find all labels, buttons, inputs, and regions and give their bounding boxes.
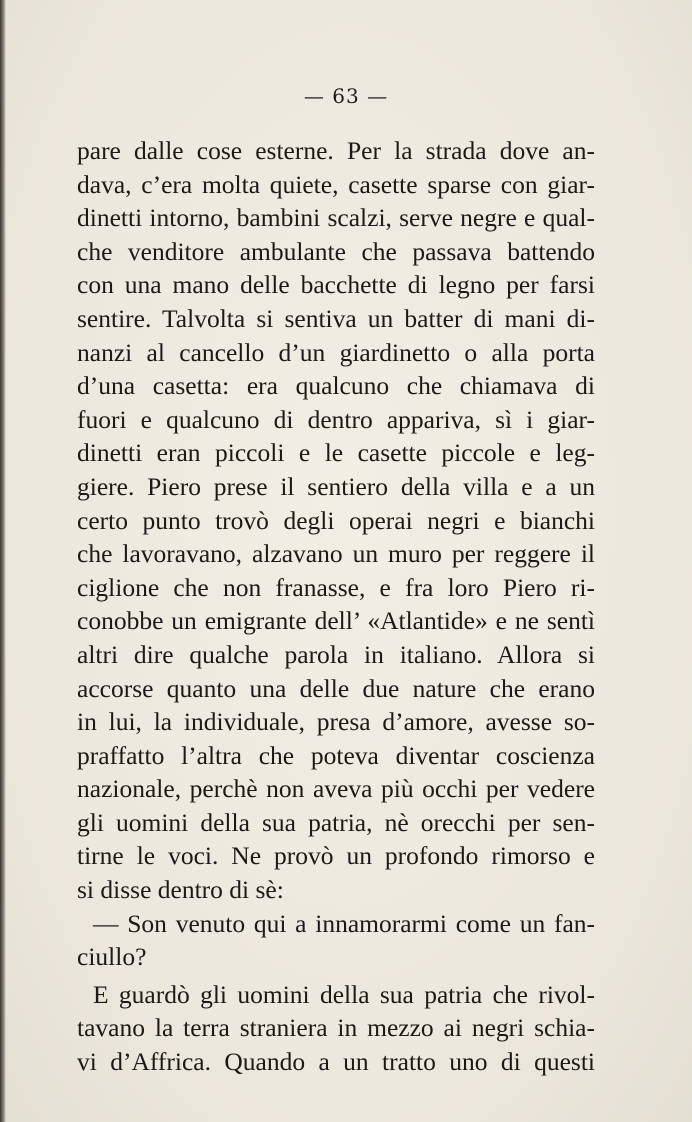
text-line: tavano la terra straniera in mezzo ai negri schia- xyxy=(77,1013,595,1043)
text-line: dinetti intorno, bambini scalzi, serve negre e qual- xyxy=(77,203,595,233)
page-spine-shadow xyxy=(0,0,6,1122)
text-line: con una mano delle bacchette di legno per farsi xyxy=(77,270,595,300)
text-line: si disse dentro di sè: xyxy=(77,875,284,905)
text-line: che venditore ambulante che passava battendo xyxy=(77,236,595,266)
text-line: gli uomini della sua patria, nè orecchi per sen- xyxy=(77,807,595,837)
text-line: tirne le voci. Ne provò un profondo rimorso e xyxy=(77,841,595,871)
text-line: che lavoravano, alzavano un muro per reggere il xyxy=(77,539,595,569)
page-number: — 63 — xyxy=(303,84,389,108)
text-line: pare dalle cose esterne. Per la strada dove an- xyxy=(77,136,595,165)
text-line: accorse quanto una delle due nature che erano xyxy=(77,673,595,703)
text-line: ciglione che non franasse, e fra loro Piero ri- xyxy=(77,572,595,602)
text-line: in lui, la individuale, presa d’amore, avesse so- xyxy=(77,707,595,737)
text-line: vi d’Affrica. Quando a un tratto uno di questi xyxy=(77,1047,595,1077)
text-line: giere. Piero prese il sentiero della villa e a un xyxy=(77,471,595,501)
text-line: altri dire qualche parola in italiano. Allora si xyxy=(77,639,595,669)
text-line: conobbe un emigrante dell’ «Atlantide» e ne sentì xyxy=(77,606,595,636)
text-line: nanzi al cancello d’un giardinetto o alla porta xyxy=(77,337,595,367)
text-line: nazionale, perchè non aveva più occhi per vedere xyxy=(77,774,595,804)
text-line: E guardò gli uomini della sua patria che rivol- xyxy=(93,979,595,1009)
body-text xyxy=(77,134,595,1079)
text-line: sentire. Talvolta si sentiva un batter di mani di- xyxy=(77,303,595,333)
text-line: ciullo? xyxy=(77,942,147,972)
text-line: — Son venuto qui a innamorarmi come un fan- xyxy=(93,908,595,938)
paragraph-3 xyxy=(77,978,595,1079)
text-line: certo punto trovò degli operai negri e bianchi xyxy=(77,505,595,535)
text-line: dava, c’era molta quiete, casette sparse con giar- xyxy=(77,169,595,199)
text-line: praffatto l’altra che poteva diventar coscienza xyxy=(77,740,595,770)
text-line: dinetti eran piccoli e le casette piccole e leg- xyxy=(77,438,595,468)
paragraph-2-dialogue xyxy=(77,907,595,974)
text-line: d’una casetta: era qualcuno che chiamava di xyxy=(77,371,595,401)
paragraph-1 xyxy=(77,134,595,907)
text-line: fuori e qualcuno di dentro appariva, sì i giar- xyxy=(77,404,595,434)
